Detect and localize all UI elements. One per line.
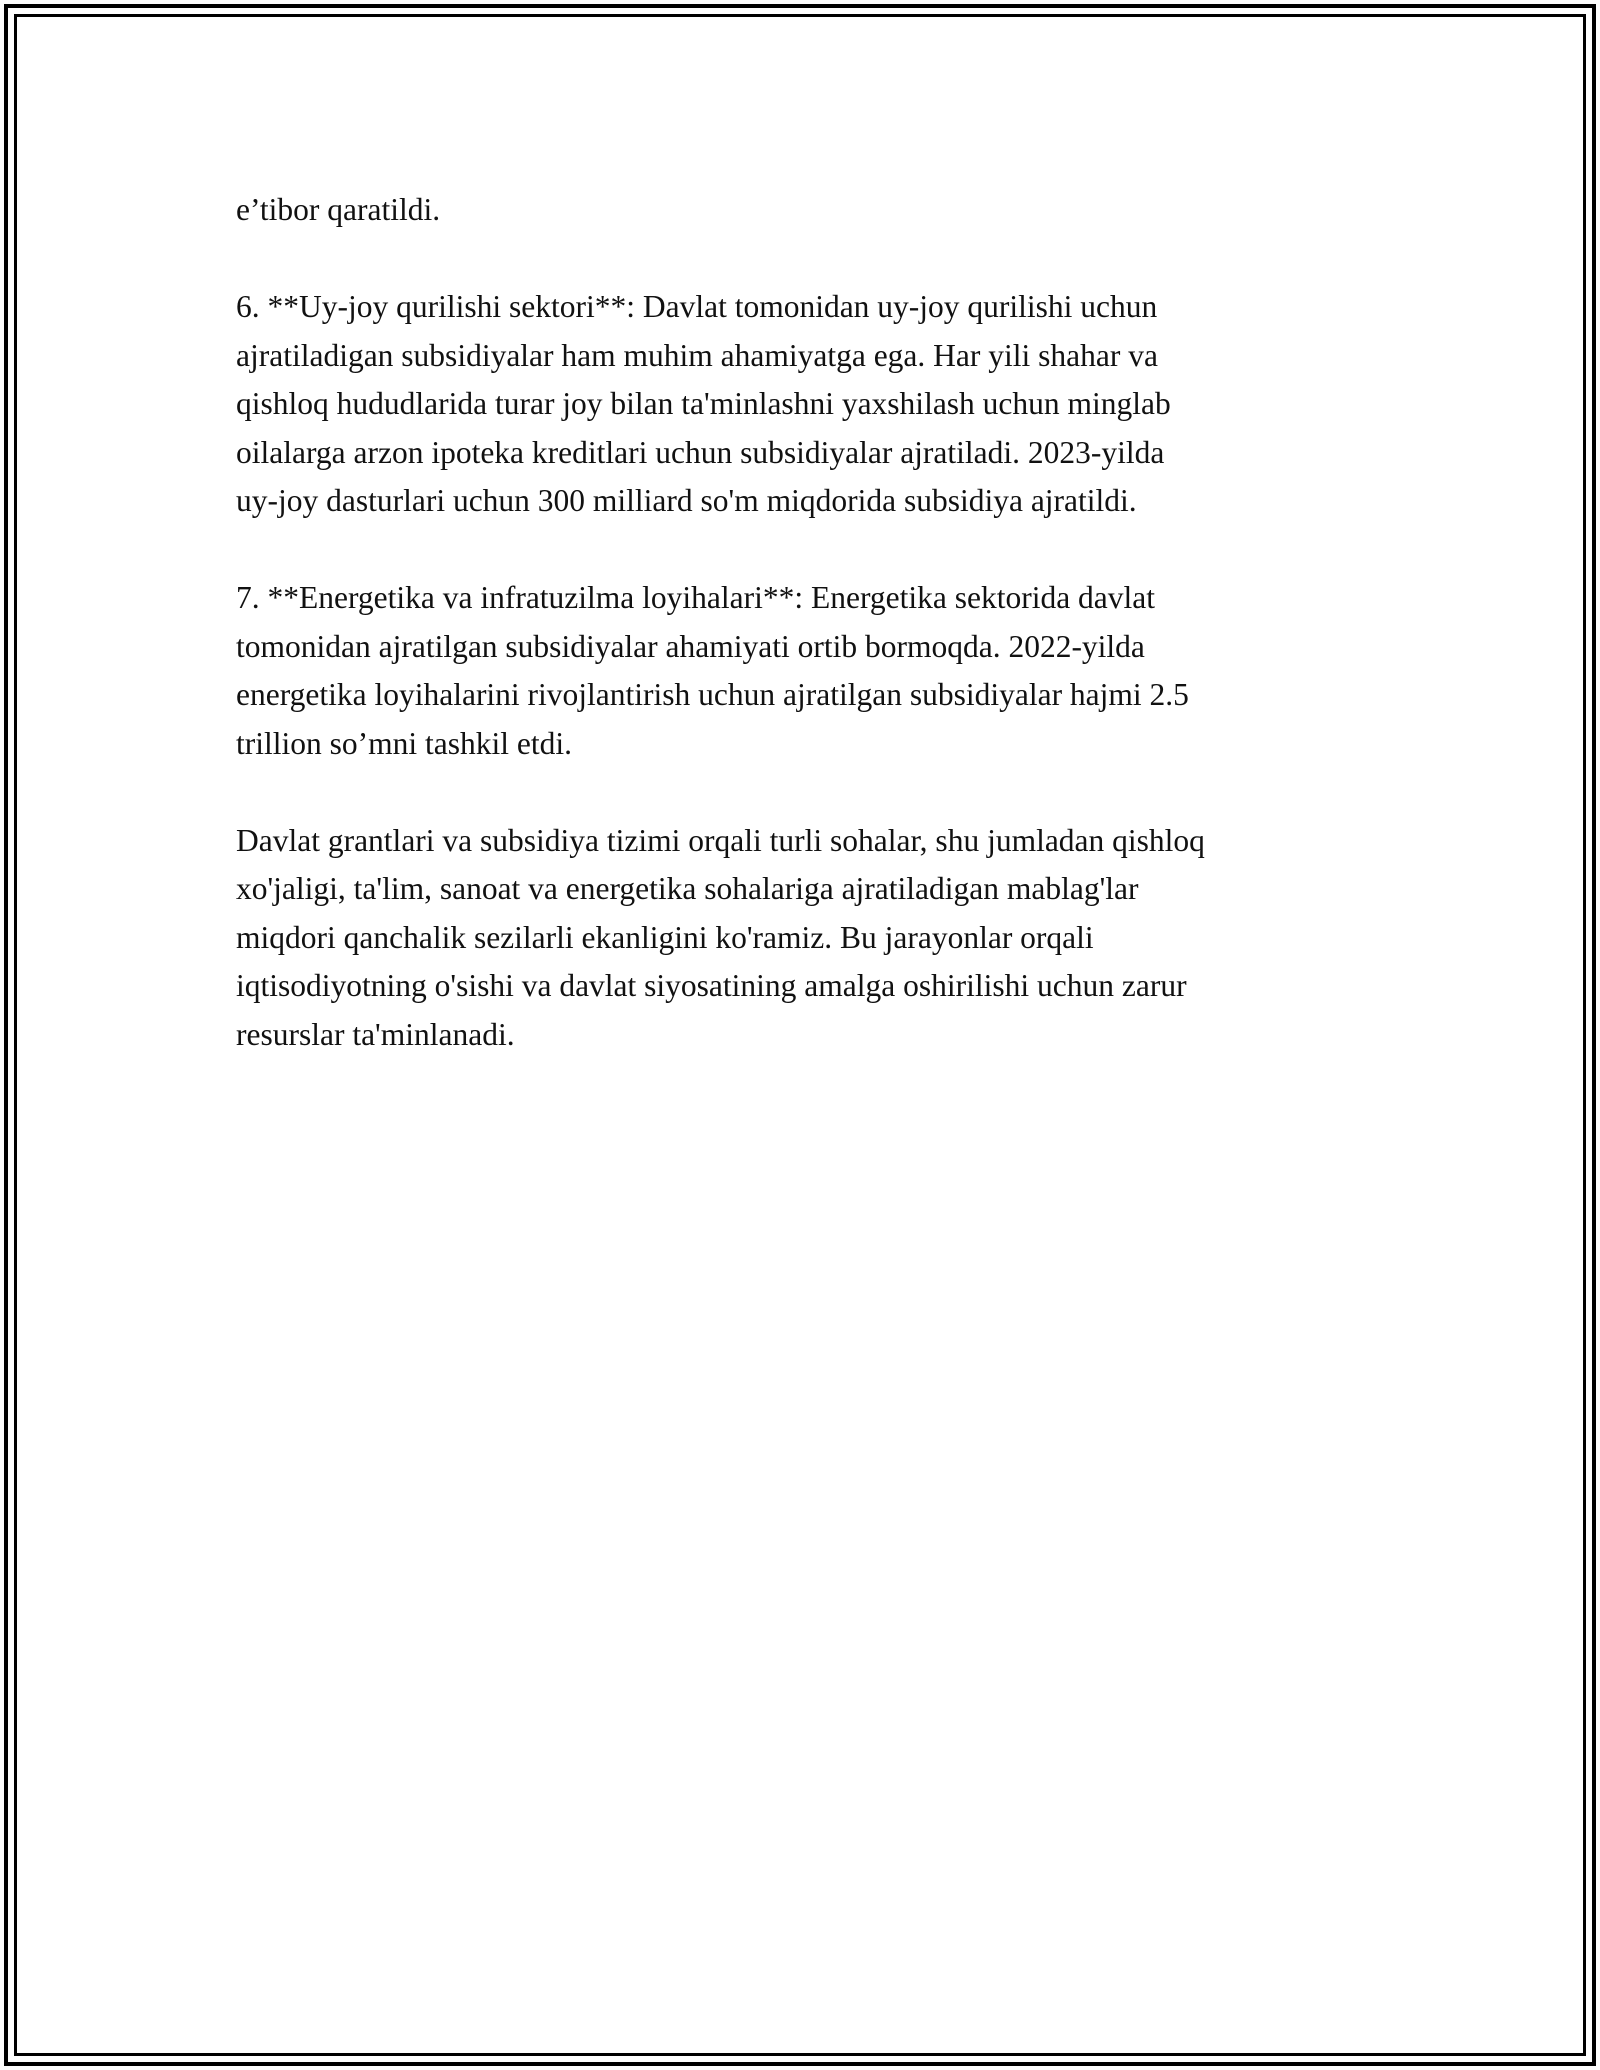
paragraph-conclusion: Davlat grantlari va subsidiya tizimi orqali turli sohalar, shu jumladan qishloq xo'jaligi, ta'lim, sanoat va energetika sohalariga ajratiladigan mablag'lar miqdori qanchalik sezilarli ekanligini ko'ramiz. Bu jarayonlar orqali iqtisodiyotning o'sishi va davlat siyosatining amalga oshirilishi uchun zarur resurslar ta'minlanadi. bbox=[236, 822, 1205, 1052]
paragraph-housing-sector: 6. **Uy-joy qurilishi sektori**: Davlat tomonidan uy-joy qurilishi uchun ajratiladigan subsidiyalar ham muhim ahamiyatga ega. Har yili shahar va qishloq hududlarida turar joy bilan ta'minlashni yaxshilash uchun minglab oilalarga arzon ipoteka kreditlari uchun subsidiyalar ajratiladi. 2023-yilda uy-joy dasturlari uchun 300 milliard so'm miqdorida subsidiya ajratildi. bbox=[236, 289, 1171, 518]
paragraph-energy-infrastructure: 7. **Energetika va infratuzilma loyihalari**: Energetika sektorida davlat tomonidan ajratilgan subsidiyalar ahamiyati ortib bormoqda. 2022-yilda energetika loyihalarini rivojlantirish uchun ajratilgan subsidiyalar hajmi 2.5 trillion so’mni tashkil etdi. bbox=[236, 580, 1189, 761]
document-body bbox=[236, 186, 1406, 1108]
paragraph-continuation: e’tibor qaratildi. bbox=[236, 192, 441, 227]
